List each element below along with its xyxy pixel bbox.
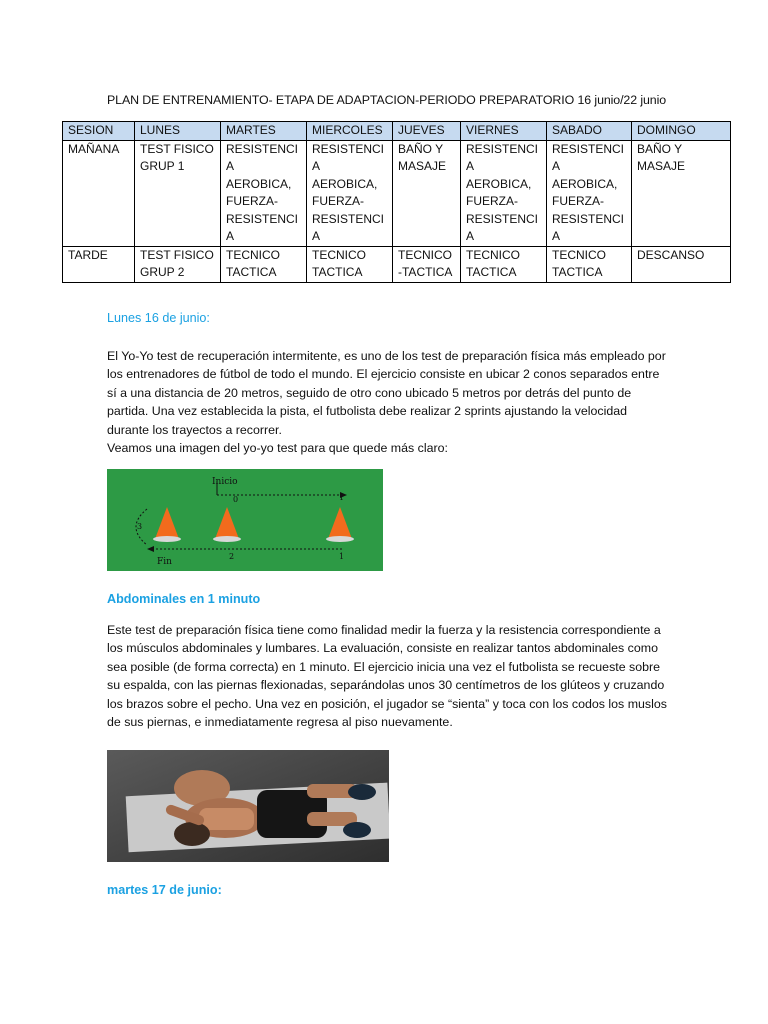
table-cell: TEST FISICO GRUP 1	[135, 140, 221, 246]
table-cell: TECNICO TACTICA	[221, 246, 307, 282]
crunch-exercise-photo	[107, 750, 389, 862]
end-label: Fin	[157, 557, 172, 567]
table-row	[63, 246, 731, 282]
column-header: VIERNES	[461, 122, 547, 141]
yoyo-test-diagram	[107, 469, 383, 571]
table-cell: TECNICO TACTICA	[307, 246, 393, 282]
yoyo-image-intro: Veamos una imagen del yo-yo test para que quede más claro:	[107, 441, 448, 456]
number-label: 3	[137, 522, 143, 531]
yoyo-description	[107, 347, 667, 457]
number-label: 1	[339, 552, 345, 561]
table-cell: RESISTENCI A AEROBICA, FUERZA-RESISTENCI A	[221, 140, 307, 246]
crunch-photo-svg	[107, 750, 389, 862]
table-cell: DESCANSO	[632, 246, 731, 282]
monday-heading: Lunes 16 de junio:	[107, 311, 210, 325]
table-cell: TECNICO TACTICA	[461, 246, 547, 282]
start-label: Inicio	[212, 477, 238, 487]
number-label: 0	[233, 495, 239, 504]
column-header: JUEVES	[393, 122, 461, 141]
document-title: PLAN DE ENTRENAMIENTO- ETAPA DE ADAPTACION-PERIODO PREPARATORIO 16 junio/22 junio	[107, 93, 667, 107]
table-cell: BAÑO Y MASAJE	[632, 140, 731, 246]
table-cell: TEST FISICO GRUP 2	[135, 246, 221, 282]
abs-paragraph: Este test de preparación física tiene como finalidad medir la fuerza y la resistencia correspondiente a los músculos abdominales y lumbares. La evaluación, consiste en realizar tantos abdominales como sea posible (de forma correcta) en 1 minuto. El ejercicio inicia una vez el futbolista se recueste sobre su espalda, con las piernas flexionadas, separándolas unos 30 centímetros de los glúteos y cruzando los brazos sobre el pecho. Una vez en posición, el jugador se “sienta” y toca con los codos los muslos de sus piernas, e inmediatamente regresa al piso nuevamente.	[107, 623, 667, 730]
tuesday-heading: martes 17 de junio:	[107, 883, 222, 897]
table-header-row	[63, 122, 731, 141]
column-header: SESION	[63, 122, 135, 141]
table-cell: RESISTENCIA AEROBICA, FUERZA-RESISTENCIA	[307, 140, 393, 246]
training-plan-table	[62, 121, 731, 283]
table-cell: BAÑO Y MASAJE	[393, 140, 461, 246]
number-label: 1	[339, 493, 345, 502]
abs-heading: Abdominales en 1 minuto	[107, 592, 261, 606]
table-cell: MAÑANA	[63, 140, 135, 246]
table-cell: TARDE	[63, 246, 135, 282]
column-header: DOMINGO	[632, 122, 731, 141]
yoyo-paragraph: El Yo-Yo test de recuperación intermitente, es uno de los test de preparación física más empleado por los entrenadores de fútbol de todo el mundo. El ejercicio consiste en ubicar 2 conos separados entre sí a una distancia de 20 metros, seguido de otro cono ubicado 5 metros por detrás del punto de partida. Una vez establecida la pista, el futbolista debe realizar 2 sprints ajustando la velocidad durante los trayectos a recorrer.	[107, 349, 666, 437]
abs-description	[107, 621, 667, 731]
yoyo-diagram-svg	[107, 469, 383, 571]
table-cell: RESISTENCI A AEROBICA, FUERZA-RESISTENCI A	[547, 140, 632, 246]
table-cell: RESISTENCIA AEROBICA, FUERZA-RESISTENCIA	[461, 140, 547, 246]
table-cell: TECNICO -TACTICA	[393, 246, 461, 282]
number-label: 2	[229, 552, 235, 561]
column-header: MIERCOLES	[307, 122, 393, 141]
table-cell: TECNICO TACTICA	[547, 246, 632, 282]
column-header: LUNES	[135, 122, 221, 141]
column-header: SABADO	[547, 122, 632, 141]
table-row	[63, 140, 731, 246]
column-header: MARTES	[221, 122, 307, 141]
